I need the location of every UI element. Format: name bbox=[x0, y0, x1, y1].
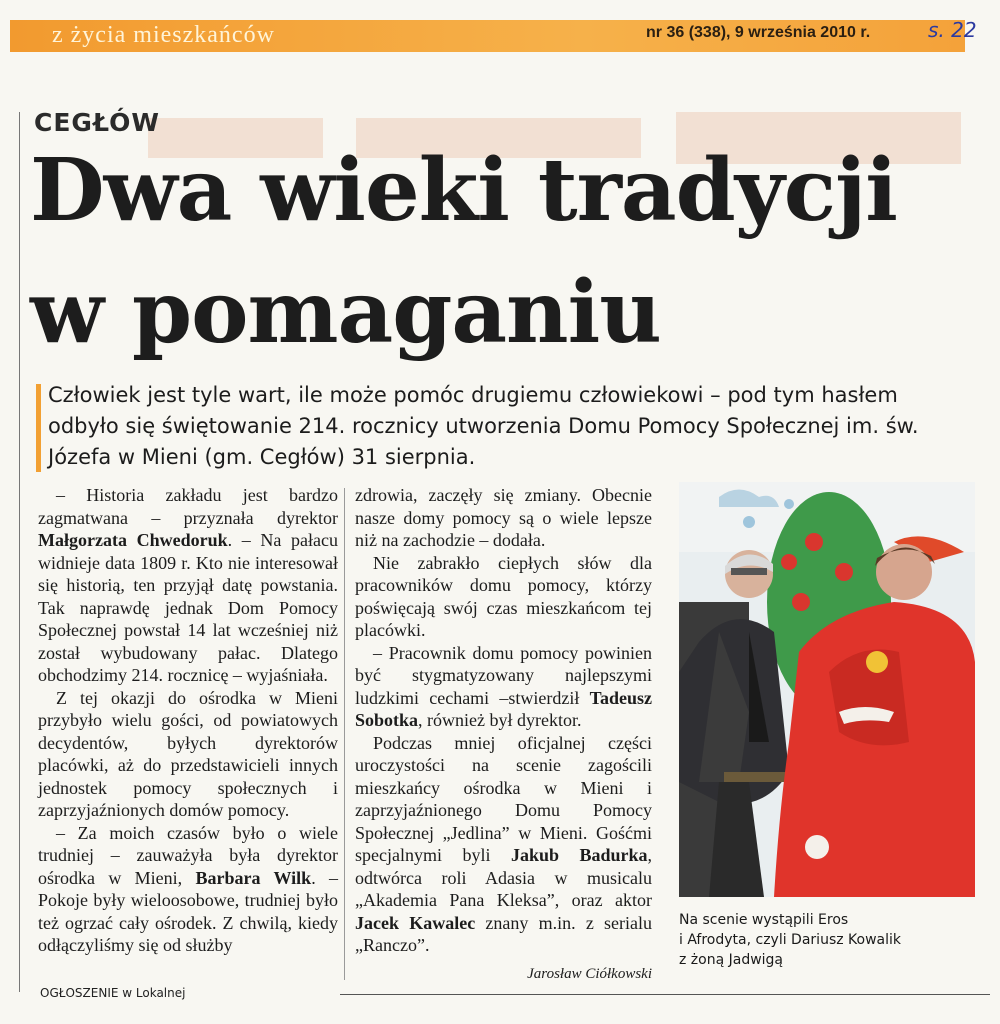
handwritten-page-mark: s. 22 bbox=[928, 18, 977, 42]
person-name: Jakub Badurka bbox=[510, 845, 648, 865]
person-name: Tadeusz Sobotka bbox=[355, 687, 652, 730]
article-headline bbox=[30, 130, 970, 374]
caption-line-3: z żoną Jadwigą bbox=[679, 952, 784, 968]
column-divider bbox=[344, 488, 345, 980]
caption-line-1: Na scenie wystąpili Eros bbox=[679, 912, 849, 928]
person-name: Małgorzata Chwedoruk bbox=[38, 530, 228, 550]
article-column-1 bbox=[38, 484, 338, 957]
paragraph: zdrowia, zaczęły się zmiany. Obecnie nasze domy pomocy są o wiele lepsze niż na zachodzie – dodała. bbox=[355, 485, 652, 550]
paragraph: Z tej okazji do ośrodka w Mieni przybyło wielu gości, od powiatowych decydentów, byłych dyrektorów placówki, aż do przedstawicieli innych jednostek pomocy społecznych i zaprzyjaźnionych domów pomocy. bbox=[38, 687, 338, 820]
paragraph: – Za moich czasów było o wiele trudniej – zauważyła była dyrektor ośrodka w Mieni, Barbara Wilk. – Pokoje były wieloosobowe, trudniej było też ogrzać cały ośrodek. Z chwilą, kiedy odłączyliśmy się od służby bbox=[38, 822, 339, 955]
paragraph: – Pracownik domu pomocy powinien być stygmatyzowany najlepszymi ludzkimi cechami –stwierdził Tadeusz Sobotka, również był dyrektor. bbox=[355, 642, 652, 730]
article-author: Jarosław Ciółkowski bbox=[527, 965, 652, 982]
lead-accent-bar bbox=[36, 384, 41, 472]
issue-info: nr 36 (338), 9 września 2010 r. bbox=[646, 24, 871, 41]
paragraph: Podczas mniej oficjalnej części uroczystości na scenie zagościli mieszkańcy ośrodka w Mieni i zaprzyjaźnionego Domu Pomocy Społecznej „Jedlina” w Mieni. Gośćmi specjalnymi byli Jakub Badurka, odtwórca roli Adasia w musicalu „Akademia Pana Kleksa”, oraz aktor Jacek Kawalec znany m.in. z serialu „Ranczo”. bbox=[355, 732, 652, 955]
person-name: Barbara Wilk bbox=[195, 867, 312, 888]
person-name: Jacek Kawalec bbox=[355, 912, 476, 933]
article-location: CEGŁÓW bbox=[34, 108, 160, 137]
stage-photo bbox=[679, 482, 975, 897]
stage-photo-illustration bbox=[679, 482, 975, 897]
article-column-2 bbox=[355, 484, 652, 985]
caption-line-2: i Afrodyta, czyli Dariusz Kowalik bbox=[679, 932, 901, 948]
photo-caption bbox=[679, 910, 979, 970]
paragraph: – Historia zakładu jest bardzo zagmatwana – przyznała dyrektor Małgorzata Chwedoruk. – Na pałacu widnieje data 1809 r. Kto nie interesował się historią, ten przyjął datę powstania. Tak naprawdę jednak Dom Pomocy Społecznej powstał 14 lat wcześniej niż został wybudowany pałac. Dlatego obchodzimy 214. rocznicę – wyjaśniała. bbox=[38, 485, 338, 685]
article-lead: Człowiek jest tyle wart, ile może pomóc drugiemu człowiekowi – pod tym hasłem odbyło się świętowanie 214. rocznicy utworzenia Domu Pomocy Społecznej im. św. Józefa w Mieni (gm. Cegłów) 31 sierpnia. bbox=[48, 383, 919, 469]
left-margin-rule bbox=[19, 112, 20, 992]
footer-rule bbox=[340, 994, 990, 995]
headline-line-2: w pomaganiu bbox=[30, 262, 661, 363]
paragraph: Nie zabrakło ciepłych słów dla pracowników domu pomocy, którzy poświęcają swój czas mieszkańcom tej placówki. bbox=[355, 552, 652, 640]
headline-line-1: Dwa wieki tradycji bbox=[30, 140, 897, 241]
advert-label: OGŁOSZENIE w Lokalnej bbox=[40, 986, 186, 1000]
section-name: z życia mieszkańców bbox=[52, 22, 275, 48]
